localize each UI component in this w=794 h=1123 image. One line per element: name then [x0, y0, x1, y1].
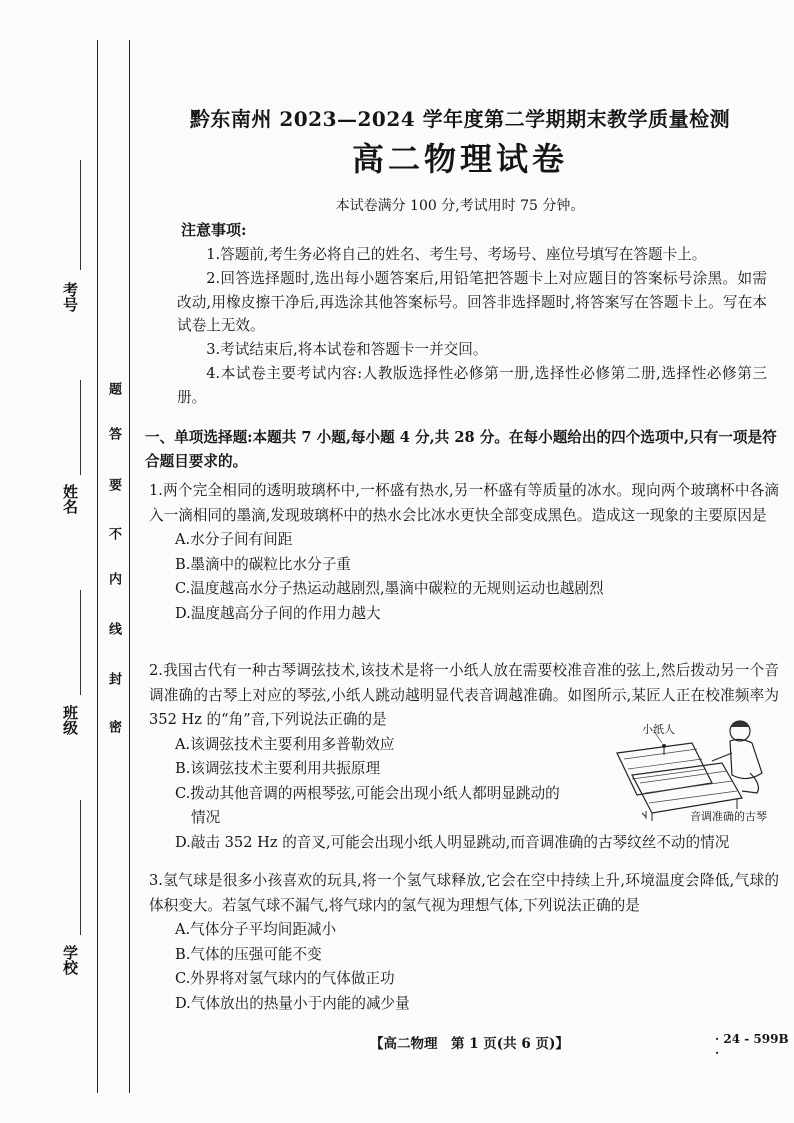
seal-char: 线: [106, 622, 121, 635]
option: B.墨滴中的碳粒比水分子重: [175, 555, 351, 573]
exam-title: 黔东南州 2023—2024 学年度第二学期期末教学质量检测: [189, 107, 731, 131]
label-class: 班级: [61, 705, 79, 735]
seal-char: 答: [106, 427, 121, 440]
binding-line-inner: [129, 40, 130, 1093]
option: A.该调弦技术主要利用多普勒效应: [175, 735, 395, 753]
seal-char: 要: [106, 478, 121, 491]
option: C.拨动其他音调的两根琴弦,可能会出现小纸人都明显跳动的: [175, 784, 560, 802]
option: A.水分子间有间距: [175, 531, 293, 548]
question-stem: 3.氢气球是很多小孩喜欢的玩具,将一个氢气球释放,它会在空中持续上升,环境温度会降低,气球的体积变大。若氢气球不漏气,将气球内的氢气视为理想气体,下列说法正确的是: [149, 872, 779, 914]
notice-item: 1.答题前,考生务必将自己的姓名、考生号、考场号、座位号填写在答题卡上。: [206, 246, 707, 263]
page-footer: 【高二物理 第 1 页(共 6 页)】: [370, 1036, 569, 1052]
paper-code: · 24 - 599B ·: [715, 1032, 789, 1060]
guqin-figure: [612, 713, 782, 831]
option: D.敲击 352 Hz 的音叉,可能会出现小纸人明显跳动,而音调准确的古琴纹丝不动的情况: [175, 833, 730, 851]
fill-line-school: [80, 800, 81, 935]
option: B.该调弦技术主要利用共振原理: [175, 760, 381, 777]
option: C.外界将对氢气球内的气体做正功: [175, 970, 395, 987]
question-1: [149, 479, 779, 626]
seal-char: 内: [106, 572, 121, 585]
label-name: 姓名: [61, 484, 79, 514]
section-heading: 一、单项选择题:本题共 7 小题,每小题 4 分,共 28 分。在每小题给出的四个选项中,只有一项是符合题目要求的。: [145, 429, 777, 470]
exam-info: 本试卷满分 100 分,考试用时 75 分钟。: [335, 198, 585, 214]
option: B.气体的压强可能不变: [175, 945, 322, 963]
notice-item: 4.本试卷主要考试内容:人教版选择性必修第一册,选择性必修第二册,选择性必修第三册。: [177, 364, 767, 406]
question-stem: 2.我国古代有一种古琴调弦技术,该技术是将一小纸人放在需要校准音准的弦上,然后拨动另一个音调准确的古琴上对应的琴弦,小纸人跳动越明显代表音调越准确。如图所示,某匠人正在校准频率为 352 Hz 的“角”音,下列说法正确的是: [149, 662, 779, 728]
option-continuation: 情况: [191, 809, 221, 826]
notice-item: 3.考试结束后,将本试卷和答题卡一并交回。: [206, 341, 488, 359]
question-stem: 1.两个完全相同的透明玻璃杯中,一杯盛有热水,另一杯盛有等质量的冰水。现向两个玻璃杯中各滴入一滴相同的墨滴,发现玻璃杯中的热水会比冰水更快全部变成黑色。造成这一现象的主要原因是: [149, 482, 779, 524]
fill-line-name: [80, 380, 81, 475]
seal-char: 不: [106, 527, 121, 540]
seal-char: 封: [106, 672, 121, 685]
seal-char: 题: [106, 382, 121, 395]
notice-item: 2.回答选择题时,选出每小题答案后,用铅笔把答题卡上对应题目的答案标号涂黑。如需改动,用橡皮擦干净后,再选涂其他答案标号。回答非选择题时,将答案写在答题卡上。写在本试卷上无效。: [177, 269, 767, 335]
fill-line-exam-number: [80, 160, 81, 270]
seal-char: 密: [106, 720, 121, 733]
question-3: [149, 869, 779, 1016]
notice-list: [177, 243, 767, 410]
option: C.温度越高水分子热运动越剧烈,墨滴中碳粒的无规则运动也越剧烈: [175, 580, 604, 597]
label-school: 学校: [61, 945, 79, 975]
subject-title: 高二物理试卷: [351, 140, 568, 178]
option: D.温度越高分子间的作用力越大: [175, 604, 381, 622]
label-paper-man: 小纸人: [642, 723, 675, 736]
binding-line-outer: [97, 40, 98, 1093]
label-exam-number: 考号: [61, 282, 79, 312]
label-accurate-guqin: 音调准确的古琴: [690, 810, 767, 823]
option: A.气体分子平均间距减小: [175, 921, 337, 938]
fill-line-class: [80, 590, 81, 695]
option: D.气体放出的热量小于内能的减少量: [175, 994, 410, 1012]
notice-title: 注意事项:: [181, 221, 247, 239]
